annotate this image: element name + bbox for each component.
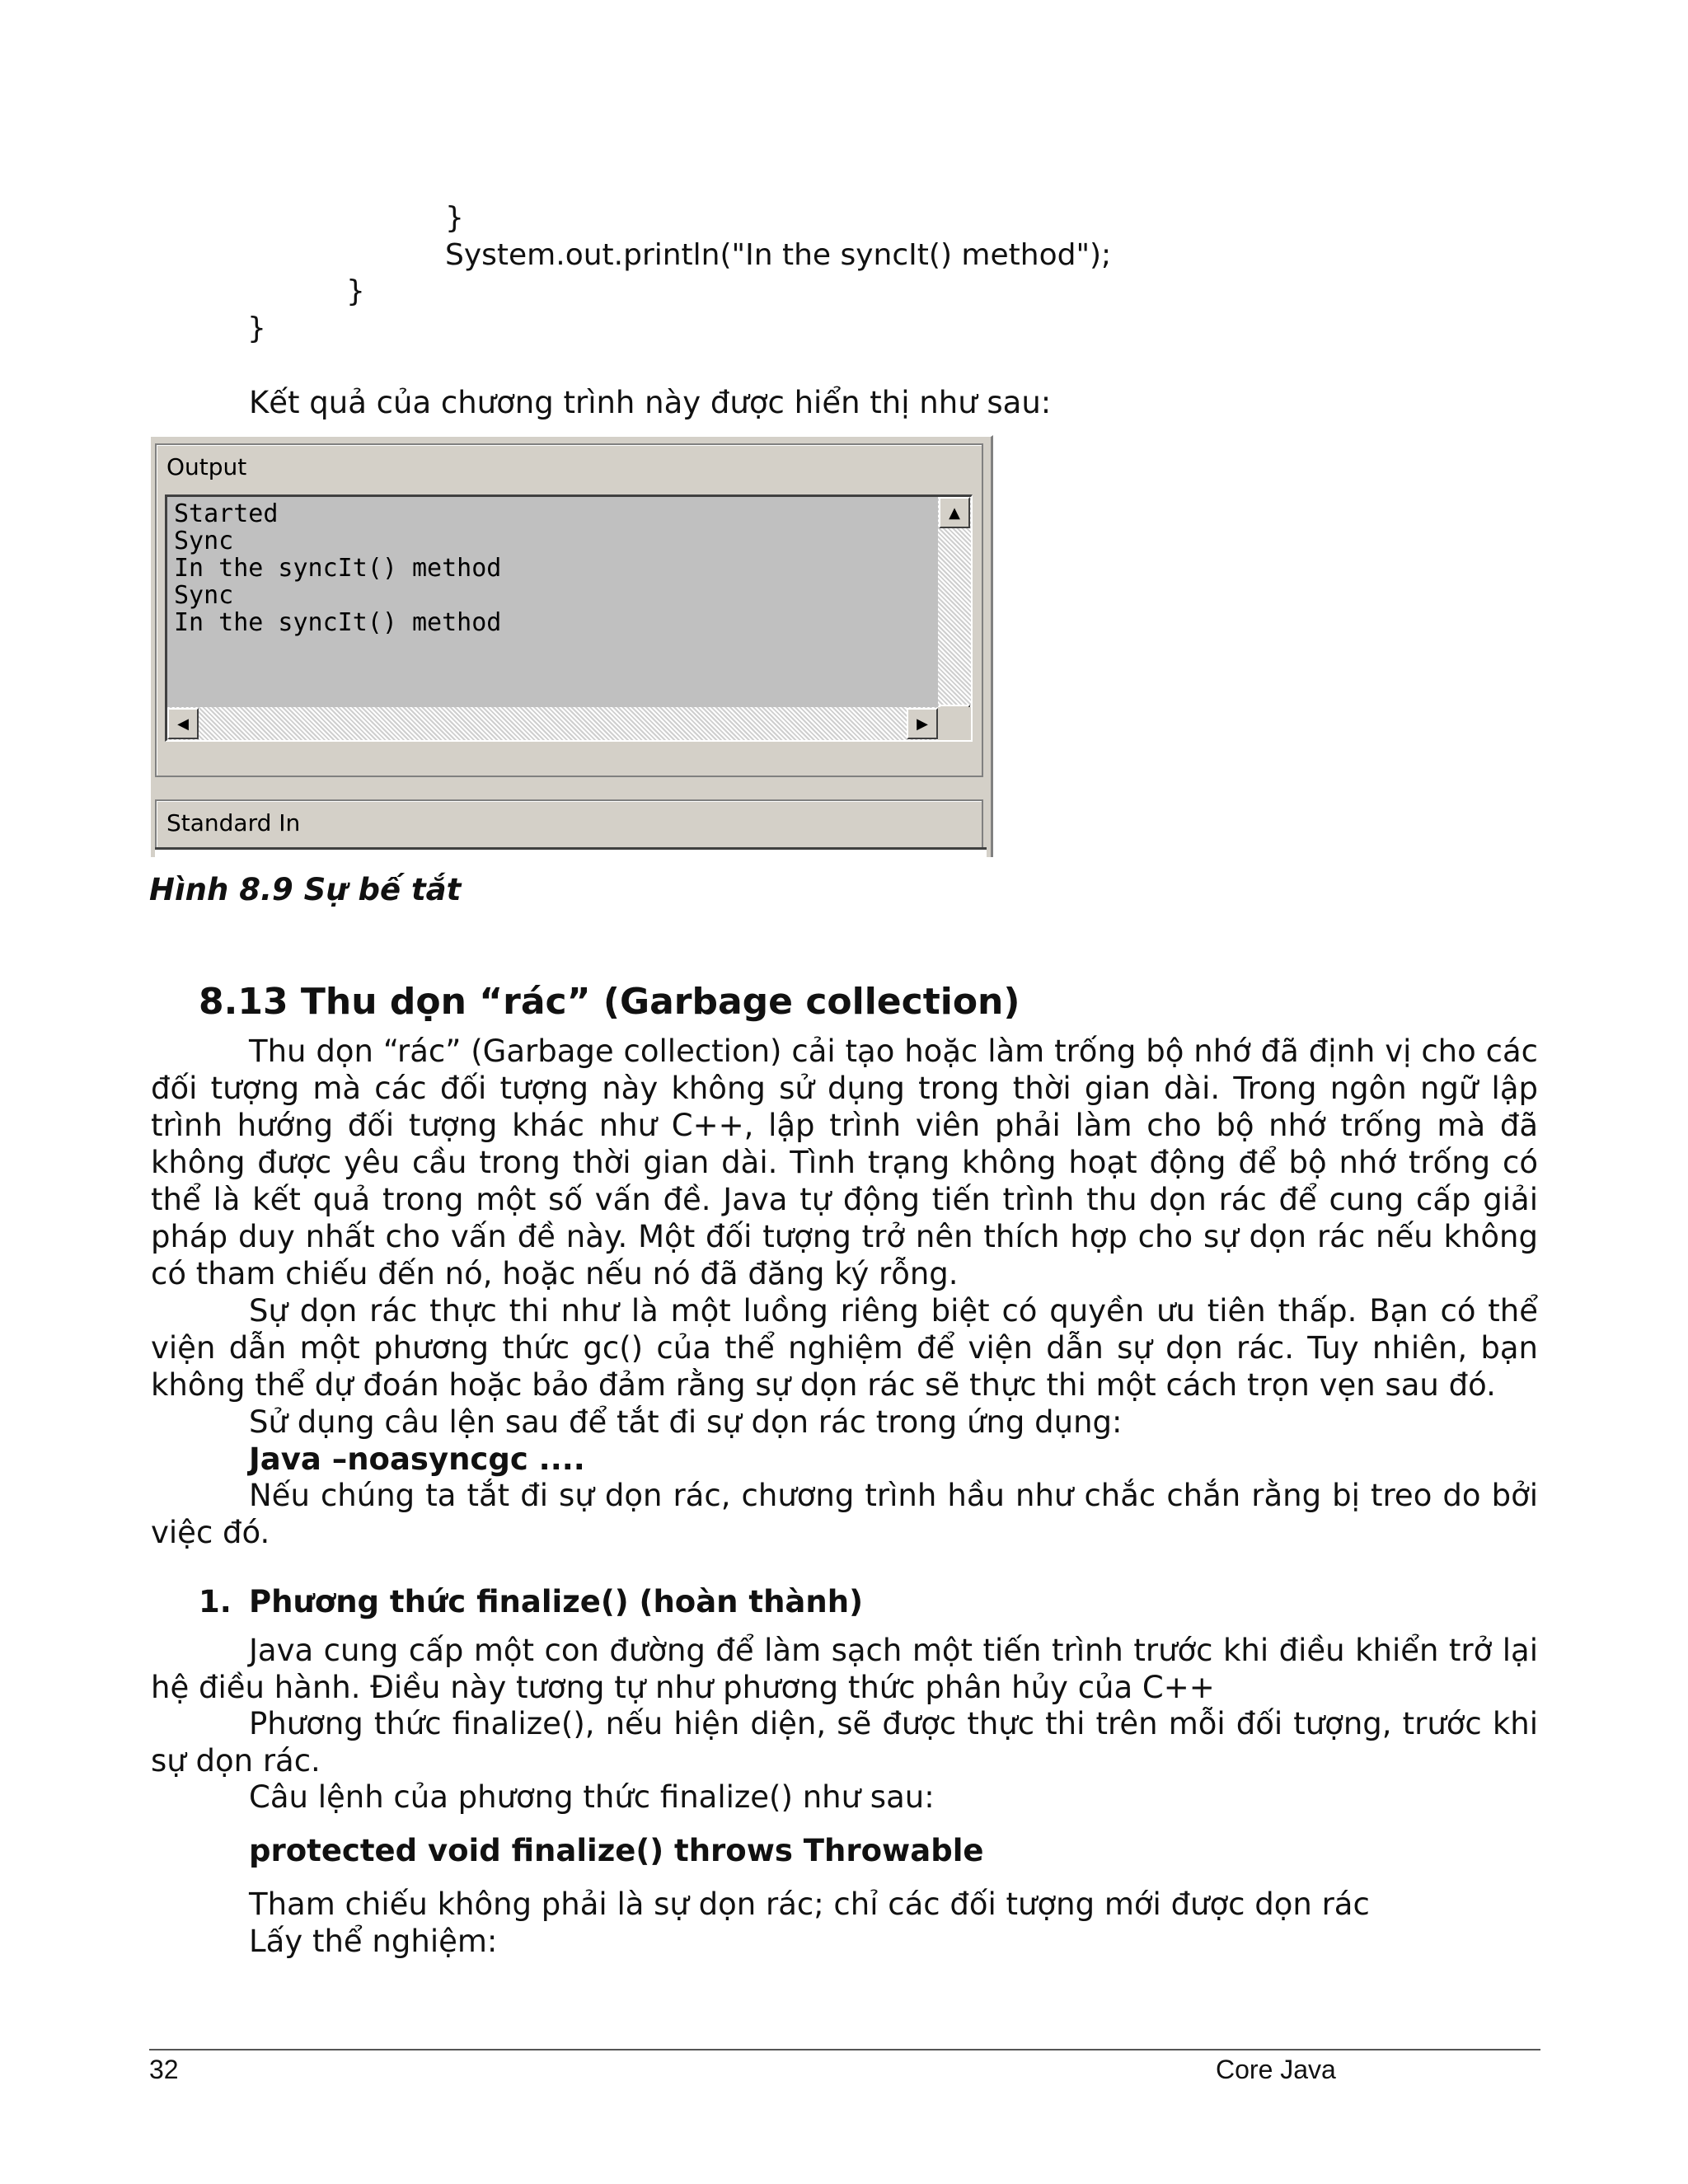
paragraph-line: thể là kết quả trong một số vấn đề. Java tự động tiến trình thu dọn rác để cung cấp giải <box>151 1182 1538 1217</box>
output-line: Sync <box>174 581 234 610</box>
code-line-close-brace-3: } <box>247 312 266 345</box>
horizontal-scrollbar[interactable] <box>167 707 938 740</box>
output-line: In the syncIt() method <box>174 608 502 637</box>
code-line-close-brace-2: } <box>346 274 365 308</box>
paragraph-line: việc đó. <box>151 1515 270 1550</box>
output-line: Sync <box>174 527 234 555</box>
output-line: Started <box>174 499 279 528</box>
subsection-paragraph-1 <box>151 1632 1538 1706</box>
section-paragraph-3: Sử dụng câu lện sau để tắt đi sự dọn rác trong ứng dụng: <box>249 1404 1123 1440</box>
section-paragraph-4 <box>151 1477 1538 1551</box>
scroll-left-arrow-icon[interactable]: ◀ <box>167 708 199 739</box>
subsection-paragraph-2 <box>151 1705 1538 1779</box>
code-line-close-brace-1: } <box>445 201 464 235</box>
paragraph-line: Thu dọn “rác” (Garbage collection) cải tạo hoặc làm trống bộ nhớ đã định vị cho các <box>249 1033 1538 1069</box>
footer-divider <box>149 2049 1540 2050</box>
paragraph-line: Java cung cấp một con đường để làm sạch một tiến trình trước khi điều khiển trở lại <box>249 1633 1538 1668</box>
paragraph-line: có tham chiếu đến nó, hoặc nếu nó đã đăng ký rỗng. <box>151 1256 959 1291</box>
subsection-paragraph-5: Lấy thể nghiệm: <box>249 1924 498 1959</box>
output-label: Output <box>166 453 247 480</box>
paragraph-line: trình hướng đối tượng khác như C++, lập trình viên phải làm cho bộ nhớ trống mà đã <box>151 1108 1538 1143</box>
method-signature: protected void finalize() throws Throwable <box>249 1833 984 1868</box>
section-paragraph-2 <box>151 1292 1538 1404</box>
output-window <box>149 435 993 857</box>
paragraph-line: không được yêu cầu trong thời gian dài. Tình trạng không hoạt động để bộ nhớ trống có <box>151 1145 1538 1180</box>
paragraph-line: đối tượng mà các đối tượng này không sử dụng trong thời gian dài. Trong ngôn ngữ lập <box>151 1071 1538 1106</box>
paragraph-line: sự dọn rác. <box>151 1743 321 1779</box>
section-paragraph-1 <box>151 1033 1538 1292</box>
footer-title: Core Java <box>1216 2055 1336 2084</box>
scroll-up-arrow-icon[interactable]: ▲ <box>939 497 970 528</box>
output-content <box>174 500 501 636</box>
section-heading: 8.13 Thu dọn “rác” (Garbage collection) <box>199 981 1020 1023</box>
paragraph-line: viện dẫn một phương thức gc() của thể nghiệm để viện dẫn sự dọn rác. Tuy nhiên, bạn <box>151 1330 1538 1366</box>
paragraph-line: Sự dọn rác thực thi như là một luồng riêng biệt có quyền ưu tiên thấp. Bạn có thể <box>249 1293 1538 1329</box>
stdin-input[interactable] <box>155 847 987 857</box>
result-intro: Kết quả của chương trình này được hiển thị như sau: <box>249 385 1052 420</box>
subsection-paragraph-4: Tham chiếu không phải là sự dọn rác; chỉ các đối tượng mới được dọn rác <box>249 1886 1370 1922</box>
page-number: 32 <box>149 2055 179 2084</box>
subsection-paragraph-3: Câu lệnh của phương thức finalize() như sau: <box>249 1779 935 1815</box>
stdin-label: Standard In <box>166 809 301 837</box>
figure-caption: Hình 8.9 Sự bế tắt <box>149 872 462 907</box>
paragraph-line: pháp duy nhất cho vấn đề này. Một đối tượng trở nên thích hợp cho sự dọn rác nếu không <box>151 1219 1538 1254</box>
command-example: Java –noasyncgc .... <box>249 1441 585 1477</box>
scroll-right-arrow-icon[interactable]: ▶ <box>907 708 938 739</box>
subsection-number: 1. <box>199 1584 232 1619</box>
paragraph-line: không thể dự đoán hoặc bảo đảm rằng sự dọn rác sẽ thực thi một cách trọn vẹn sau đó. <box>151 1367 1496 1403</box>
paragraph-line: Nếu chúng ta tắt đi sự dọn rác, chương trình hầu như chắc chắn rằng bị treo do bởi <box>249 1478 1538 1513</box>
vertical-scrollbar[interactable] <box>938 497 971 736</box>
code-line-println: System.out.println("In the syncIt() method"); <box>445 238 1112 272</box>
paragraph-line: Phương thức finalize(), nếu hiện diện, sẽ được thực thi trên mỗi đối tượng, trước khi <box>249 1706 1538 1741</box>
subsection-heading: Phương thức finalize() (hoàn thành) <box>249 1584 863 1619</box>
output-line: In the syncIt() method <box>174 554 502 583</box>
paragraph-line: hệ điều hành. Điều này tương tự như phương thức phân hủy của C++ <box>151 1670 1215 1705</box>
output-textarea[interactable] <box>165 494 973 742</box>
scrollbar-corner <box>938 707 971 740</box>
